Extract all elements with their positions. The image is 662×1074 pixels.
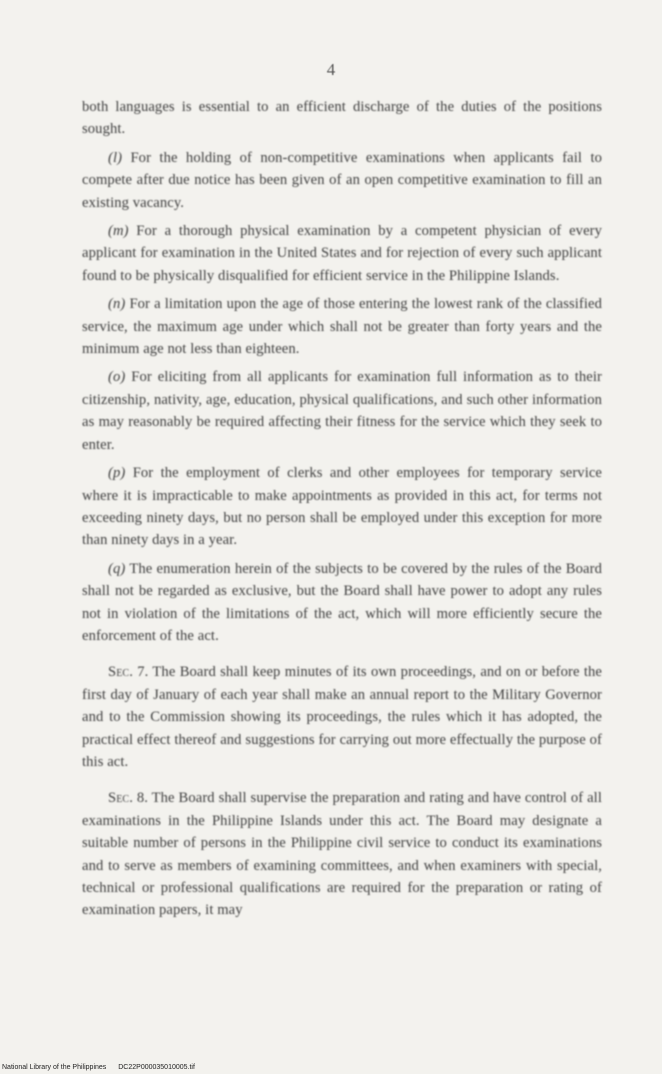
paragraph-o [82, 366, 602, 456]
footer-library: National Library of the Philippines [2, 1064, 107, 1071]
paragraph-n [82, 293, 602, 360]
paragraph-label: (l) [108, 149, 123, 166]
paragraph-p [82, 462, 602, 552]
paragraph-q [82, 558, 602, 648]
paragraph-label: (o) [108, 369, 126, 386]
page-number: 4 [326, 60, 336, 79]
section-label: Sec. 7. [108, 664, 149, 681]
section-8 [82, 787, 602, 921]
paragraph-text: For a thorough physical examination by a competent physician of every applicant for examination in the United States and for rejection of every such applicant found to be physically disqualified for efficient service in the Philippine Islands. [82, 223, 603, 284]
paragraph-text: For a limitation upon the age of those entering the lowest rank of the classified service, the maximum age under which shall not be greater than forty years and the minimum age not less than eighteen. [82, 296, 603, 358]
paragraph-text: For the employment of clerks and other employees for temporary service where it is impracticable to make appointments as provided in this act, for terms not exceeding ninety days, but no person shall be employed under this exception for more than ninety days in a year. [82, 465, 602, 549]
paragraph-text: The enumeration herein of the subjects to be covered by the rules of the Board shall not be regarded as exclusive, but the Board shall have power to adopt any rules not in violation of the limitations of the act, which will more efficiently secure the enforcement of the act. [82, 560, 602, 644]
paragraph-m [82, 220, 602, 287]
body-text [82, 96, 602, 922]
section-text: The Board shall supervise the preparation and rating and have control of all examinations in the Philippine Islands under this act. The Board may designate a suitable number of persons in the Philippine civil service to conduct its examinations and to serve as members of examining committees, and when examiners with special, technical or professional qualifications are required for the preparation or rating of examination papers, it may [82, 790, 602, 919]
section-text: The Board shall keep minutes of its own proceedings, and on or before the first day of January of each year shall make an annual report to the Military Governor and to the Commission showing its proceedings, the rules which it has adopted, the practical effect thereof and suggestions for carrying out more effectually the purpose of this act. [82, 664, 602, 770]
paragraph-label: (n) [108, 296, 126, 313]
paragraph-label: (p) [108, 465, 126, 482]
paragraph-l [82, 147, 602, 214]
section-label: Sec. 8. [108, 790, 148, 807]
paragraph-text: both languages is essential to an efficient discharge of the duties of the positions sought. [82, 99, 602, 138]
section-7 [82, 661, 602, 773]
paragraph-text: For eliciting from all applicants for examination full information as to their citizenship, nativity, age, education, physical qualifications, and such other information as may reasonably be required affecting their fitness for the service which they seek to enter. [82, 369, 603, 453]
paragraph-continuation [82, 96, 602, 141]
scan-footer [2, 1064, 205, 1071]
paragraph-text: For the holding of non-competitive examinations when applicants fail to compete after due notice has been given of an open competitive examination to fill an existing vacancy. [82, 149, 602, 211]
footer-identifier: DC22P000035010005.tif [118, 1064, 195, 1071]
paragraph-label: (q) [108, 560, 126, 577]
paragraph-label: (m) [108, 223, 129, 240]
